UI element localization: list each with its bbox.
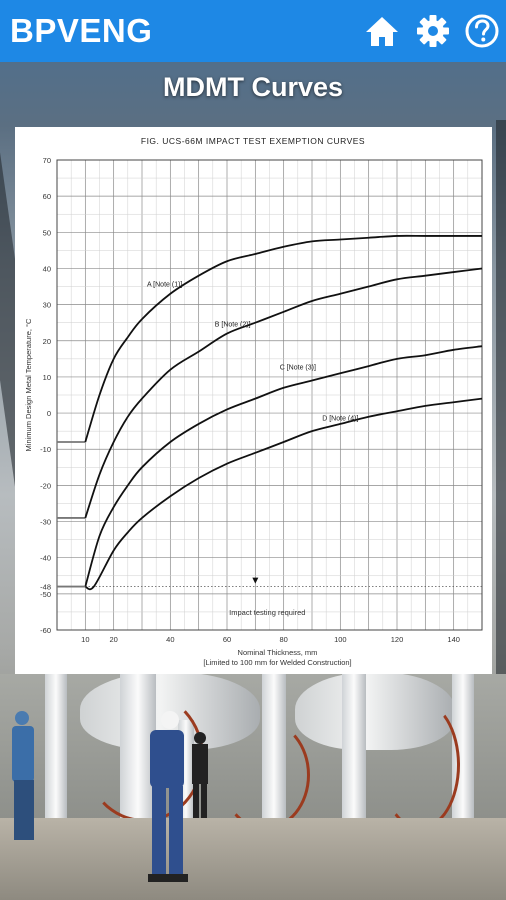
y-tick-label: 60 — [42, 192, 51, 202]
series-label: B [Note (2)] — [214, 321, 251, 329]
x-tick-label: 10 — [81, 635, 90, 644]
x-tick-label: 100 — [334, 635, 347, 644]
page-title: MDMT Curves — [162, 72, 344, 102]
y-axis-label: Minimum Design Metal Temperature, °C — [24, 318, 33, 452]
y-tick-label: -20 — [40, 481, 51, 491]
y-tick-label: -60 — [40, 626, 51, 635]
app-bar — [0, 0, 506, 62]
gear-icon — [416, 14, 450, 48]
x-tick-label: 140 — [447, 635, 460, 644]
y-tick-label: -30 — [40, 517, 51, 527]
series-label: A [Note (1)] — [146, 281, 183, 289]
series-label: D [Note (4)] — [322, 415, 359, 423]
chart-labels — [147, 282, 359, 584]
y-tick-label: 20 — [42, 336, 51, 346]
home-button[interactable] — [364, 13, 400, 49]
y-tick-label: 50 — [42, 228, 51, 238]
app-title: BPVENG — [10, 12, 153, 49]
x-tick-label: 20 — [109, 635, 118, 644]
y-tick-label: -48 — [40, 582, 51, 592]
home-icon — [364, 14, 400, 48]
worker-figure-back — [188, 730, 212, 820]
x-tick-label: 80 — [279, 635, 288, 644]
x-tick-label: 120 — [390, 635, 404, 644]
y-tick-label: 70 — [42, 156, 51, 165]
mdmt-chart — [15, 127, 492, 674]
mdmt-chart-card[interactable] — [15, 127, 492, 674]
y-tick-label: 30 — [42, 300, 51, 310]
chart-grid — [57, 160, 482, 630]
impact-testing-annotation: Impact testing required — [229, 607, 306, 617]
help-icon — [464, 13, 500, 49]
chart-title: FIG. UCS-66M IMPACT TEST EXEMPTION CURVES — [140, 136, 366, 146]
settings-button[interactable] — [415, 13, 451, 49]
y-tick-label: -40 — [40, 553, 51, 563]
y-tick-label: -50 — [40, 589, 51, 599]
x-tick-label: 40 — [166, 635, 175, 644]
annotation-arrow-icon — [252, 578, 258, 584]
y-tick-label: 10 — [42, 372, 51, 382]
x-tick-label: 60 — [222, 635, 232, 644]
y-tick-label: 40 — [42, 264, 51, 274]
x-axis-label: Nominal Thickness, mm — [237, 648, 318, 657]
help-button[interactable] — [464, 13, 500, 49]
series-label: C [Note (3)] — [279, 364, 316, 372]
worker-figure-left — [8, 708, 48, 848]
x-axis-note: [Limited to 100 mm for Welded Construction] — [203, 658, 352, 667]
y-tick-label: -10 — [40, 445, 51, 455]
y-tick-label: 0 — [46, 409, 51, 419]
worker-figure — [132, 708, 192, 888]
